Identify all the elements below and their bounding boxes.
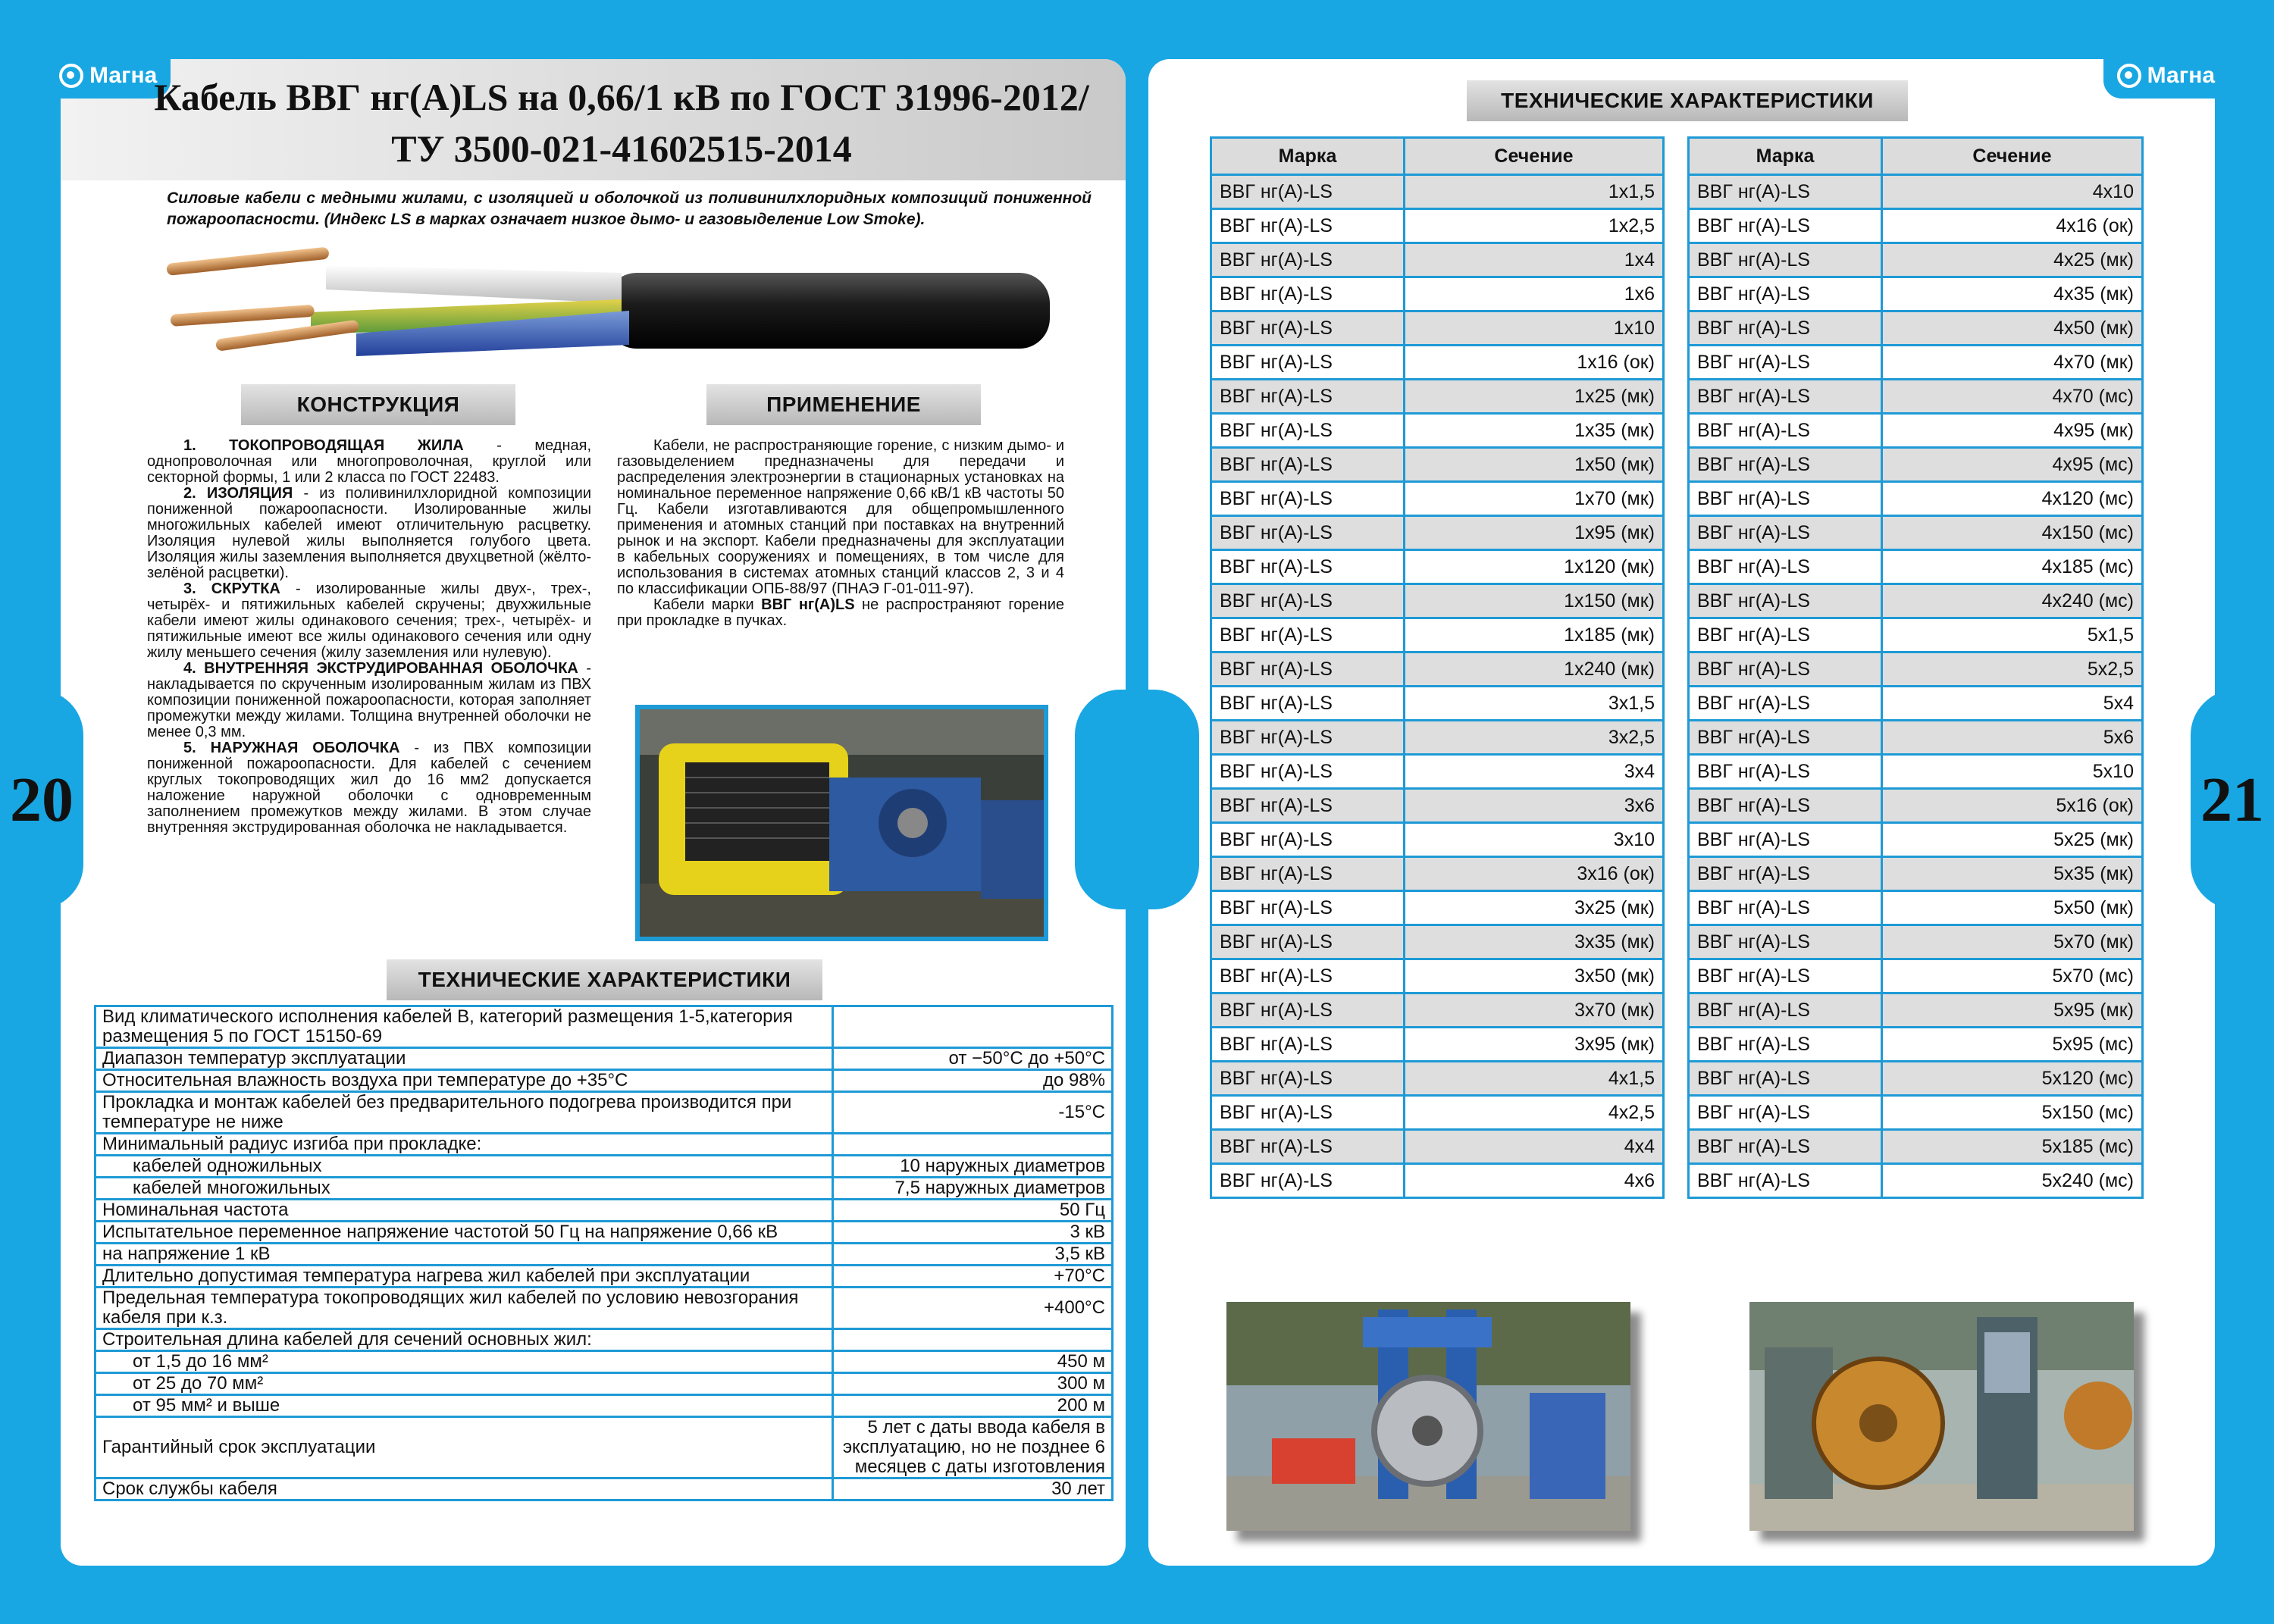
logo-text: Магна	[89, 63, 158, 88]
spec-parameter: от 95 мм² и выше	[96, 1395, 833, 1417]
table-row	[1689, 823, 2143, 857]
spec-value	[833, 1134, 1113, 1156]
table-row	[1689, 993, 2143, 1028]
table-row	[1211, 857, 1664, 891]
construction-item: 2. ИЗОЛЯЦИЯ - из поливинилхлоридной композиции пониженной пожароопасности. Изолированные жилы многожильных кабелей имеют отличительную расцветку. Изоляция нулевой жилы выполняется голубого цвета. Изоляция жилы заземления выполняется двухцветной (жёлто-зелёной расцветки).	[147, 485, 592, 581]
section-cell: 5x50 (мк)	[1882, 891, 2143, 925]
spec-row	[96, 1244, 1113, 1266]
mark-cell: ВВГ нг(А)-LS	[1211, 618, 1405, 652]
section-cell: 1x70 (мк)	[1405, 482, 1664, 516]
table-row	[1211, 1096, 1664, 1130]
table-row	[1211, 1130, 1664, 1164]
spec-value: 10 наружных диаметров	[833, 1156, 1113, 1178]
spec-parameter: от 25 до 70 мм²	[96, 1373, 833, 1395]
spec-row	[96, 1395, 1113, 1417]
table-row	[1211, 243, 1664, 277]
logo-icon	[2117, 64, 2141, 88]
section-cell: 3x70 (мк)	[1405, 993, 1664, 1028]
section-cell: 1x35 (мк)	[1405, 414, 1664, 448]
logo-icon	[59, 64, 83, 88]
spec-parameter: Длительно допустимая температура нагрева жил кабелей при эксплуатации	[96, 1266, 833, 1288]
spec-row	[96, 1478, 1113, 1500]
page-number-left: 20	[0, 690, 83, 909]
section-cell: 5x240 (мс)	[1882, 1164, 2143, 1198]
table-row	[1689, 243, 2143, 277]
table-row	[1211, 380, 1664, 414]
table-row	[1689, 414, 2143, 448]
table-row	[1689, 584, 2143, 618]
spec-value: -15°С	[833, 1092, 1113, 1134]
section-cell: 1x120 (мк)	[1405, 550, 1664, 584]
mark-cell: ВВГ нг(А)-LS	[1689, 277, 1882, 311]
section-cell: 4x150 (мс)	[1882, 516, 2143, 550]
mark-cell: ВВГ нг(А)-LS	[1211, 209, 1405, 243]
mark-cell: ВВГ нг(А)-LS	[1211, 755, 1405, 789]
mark-cell: ВВГ нг(А)-LS	[1211, 891, 1405, 925]
section-cell: 1x10	[1405, 311, 1664, 346]
section-cell: 1x2,5	[1405, 209, 1664, 243]
spec-row	[96, 1222, 1113, 1244]
section-cell: 4x10	[1882, 175, 2143, 209]
column-header-section: Сечение	[1405, 138, 1664, 175]
mark-cell: ВВГ нг(А)-LS	[1689, 209, 1882, 243]
mark-cell: ВВГ нг(А)-LS	[1689, 1164, 1882, 1198]
spec-parameter: Гарантийный срок эксплуатации	[96, 1417, 833, 1478]
mark-cell: ВВГ нг(А)-LS	[1689, 346, 1882, 380]
section-cell: 5x2,5	[1882, 652, 2143, 687]
mark-cell: ВВГ нг(А)-LS	[1689, 687, 1882, 721]
spec-parameter: Минимальный радиус изгиба при прокладке:	[96, 1134, 833, 1156]
construction-item: 5. НАРУЖНАЯ ОБОЛОЧКА - из ПВХ композиции пониженной пожароопасности. Для кабелей с сечением круглых токопроводящих жил до 16 мм2 допускается наложение наружной оболочки с одновременным заполнением промежутков между жилами. В этом случае внутренняя экструдированная оболочка не накладывается.	[147, 740, 592, 836]
table-row	[1211, 209, 1664, 243]
factory-image	[1749, 1302, 2134, 1531]
table-row	[1211, 618, 1664, 652]
table-row	[1689, 380, 2143, 414]
mark-cell: ВВГ нг(А)-LS	[1689, 414, 1882, 448]
table-row	[1211, 652, 1664, 687]
spec-value: 200 м	[833, 1395, 1113, 1417]
section-cell: 4x16 (ок)	[1882, 209, 2143, 243]
section-cell: 3x4	[1405, 755, 1664, 789]
mark-cell: ВВГ нг(А)-LS	[1211, 993, 1405, 1028]
construction-item: 1. ТОКОПРОВОДЯЩАЯ ЖИЛА - медная, однопроволочная или многопроволочная, круглой или секторной формы, 1 или 2 класса по ГОСТ 22483.	[147, 437, 592, 486]
mark-cell: ВВГ нг(А)-LS	[1211, 789, 1405, 823]
spec-value: +70°С	[833, 1266, 1113, 1288]
table-row	[1689, 618, 2143, 652]
mark-cell: ВВГ нг(А)-LS	[1689, 584, 1882, 618]
mark-cell: ВВГ нг(А)-LS	[1211, 346, 1405, 380]
mark-cell: ВВГ нг(А)-LS	[1689, 925, 1882, 959]
table-row	[1211, 550, 1664, 584]
tech-specs-table	[94, 1005, 1114, 1501]
mark-cell: ВВГ нг(А)-LS	[1689, 550, 1882, 584]
table-row	[1211, 175, 1664, 209]
section-cell: 1x185 (мк)	[1405, 618, 1664, 652]
spec-value: +400°С	[833, 1288, 1113, 1329]
table-row	[1689, 448, 2143, 482]
table-row	[1689, 1164, 2143, 1198]
mark-cell: ВВГ нг(А)-LS	[1211, 175, 1405, 209]
mark-cell: ВВГ нг(А)-LS	[1689, 311, 1882, 346]
cable-grades-table	[1210, 136, 1665, 1199]
cable-grades-table	[1687, 136, 2144, 1199]
application-heading: ПРИМЕНЕНИЕ	[706, 384, 981, 425]
section-cell: 1x4	[1405, 243, 1664, 277]
table-row	[1689, 687, 2143, 721]
spec-row	[96, 1048, 1113, 1070]
spec-value: от −50°С до +50°С	[833, 1048, 1113, 1070]
spec-row	[96, 1200, 1113, 1222]
spec-parameter: Строительная длина кабелей для сечений основных жил:	[96, 1329, 833, 1351]
spec-parameter: кабелей многожильных	[96, 1178, 833, 1200]
application-paragraph: Кабели марки ВВГ нг(А)LS не распространяют горение при прокладке в пучках.	[617, 596, 1064, 629]
section-cell: 3x35 (мк)	[1405, 925, 1664, 959]
table-row	[1211, 482, 1664, 516]
section-cell: 4x70 (мс)	[1882, 380, 2143, 414]
spec-parameter: Диапазон температур эксплуатации	[96, 1048, 833, 1070]
mark-cell: ВВГ нг(А)-LS	[1211, 721, 1405, 755]
section-cell: 5x185 (мс)	[1882, 1130, 2143, 1164]
construction-heading: КОНСТРУКЦИЯ	[241, 384, 515, 425]
section-cell: 1x16 (ок)	[1405, 346, 1664, 380]
table-row	[1689, 175, 2143, 209]
section-cell: 3x10	[1405, 823, 1664, 857]
section-cell: 1x95 (мк)	[1405, 516, 1664, 550]
table-row	[1689, 346, 2143, 380]
spec-value: 450 м	[833, 1351, 1113, 1373]
spec-parameter: Срок службы кабеля	[96, 1478, 833, 1500]
spec-value: 3,5 кВ	[833, 1244, 1113, 1266]
table-row	[1689, 652, 2143, 687]
mark-cell: ВВГ нг(А)-LS	[1211, 584, 1405, 618]
mark-cell: ВВГ нг(А)-LS	[1689, 618, 1882, 652]
table-row	[1211, 687, 1664, 721]
cable-illustration	[159, 243, 1061, 364]
table-row	[1211, 755, 1664, 789]
section-cell: 5x150 (мс)	[1882, 1096, 2143, 1130]
mark-cell: ВВГ нг(А)-LS	[1689, 755, 1882, 789]
table-row	[1211, 1062, 1664, 1096]
spec-row	[96, 1070, 1113, 1092]
mark-cell: ВВГ нг(А)-LS	[1211, 1164, 1405, 1198]
mark-cell: ВВГ нг(А)-LS	[1211, 857, 1405, 891]
section-cell: 3x2,5	[1405, 721, 1664, 755]
spec-value	[833, 1006, 1113, 1048]
spine-tab	[1075, 690, 1199, 909]
section-cell: 5x6	[1882, 721, 2143, 755]
spec-value: 3 кВ	[833, 1222, 1113, 1244]
section-cell: 5x70 (мк)	[1882, 925, 2143, 959]
section-cell: 1x240 (мк)	[1405, 652, 1664, 687]
section-cell: 3x95 (мк)	[1405, 1028, 1664, 1062]
table-row	[1689, 209, 2143, 243]
spec-row	[96, 1329, 1113, 1351]
spec-parameter: кабелей одножильных	[96, 1156, 833, 1178]
spec-value: 7,5 наружных диаметров	[833, 1178, 1113, 1200]
section-cell: 4x70 (мк)	[1882, 346, 2143, 380]
column-header-mark: Марка	[1689, 138, 1882, 175]
application-text	[617, 438, 1064, 629]
table-row	[1689, 755, 2143, 789]
factory-photo-2	[1749, 1302, 2134, 1531]
page-title: Кабель ВВГ нг(А)LS на 0,66/1 кВ по ГОСТ 31996-2012/ ТУ 3500-021-41602515-2014	[154, 76, 1089, 170]
table-row	[1211, 584, 1664, 618]
spec-value	[833, 1329, 1113, 1351]
table-row	[1211, 959, 1664, 993]
spec-row	[96, 1417, 1113, 1478]
section-cell: 4x35 (мк)	[1882, 277, 2143, 311]
spec-row	[96, 1134, 1113, 1156]
section-cell: 5x35 (мк)	[1882, 857, 2143, 891]
section-cell: 5x1,5	[1882, 618, 2143, 652]
table-row	[1689, 891, 2143, 925]
spec-parameter: Вид климатического исполнения кабелей В, категорий размещения 1-5,категория размещения 5 по ГОСТ 15150-69	[96, 1006, 833, 1048]
section-cell: 1x25 (мк)	[1405, 380, 1664, 414]
section-cell: 1x1,5	[1405, 175, 1664, 209]
mark-cell: ВВГ нг(А)-LS	[1211, 550, 1405, 584]
table-row	[1689, 721, 2143, 755]
table-row	[1689, 925, 2143, 959]
mark-cell: ВВГ нг(А)-LS	[1211, 1028, 1405, 1062]
table-row	[1211, 925, 1664, 959]
mark-cell: ВВГ нг(А)-LS	[1211, 1130, 1405, 1164]
section-cell: 4x95 (мк)	[1882, 414, 2143, 448]
mark-cell: ВВГ нг(А)-LS	[1211, 687, 1405, 721]
application-paragraph: Кабели, не распространяющие горение, с низким дымо- и газовыделением предназначены для передачи и распределения электроэнергии в стационарных установках на номинальное переменное напряжение 0,66 кВ/1 кВ частоты 50 Гц. Кабели изготавливаются для общепромышленного применения и атомных станций при поставках на внутренний рынок и на экспорт. Кабели предназначены для эксплуатации в кабельных сооружениях и помещениях, в том числе для использования в системах атомных станций классов 2, 3 и 4 по классификации ОПБ-88/97 (ПНАЭ Г-01-011-97).	[617, 437, 1064, 597]
production-photo	[635, 705, 1048, 941]
table-row	[1211, 311, 1664, 346]
mark-cell: ВВГ нг(А)-LS	[1211, 823, 1405, 857]
table-row	[1689, 857, 2143, 891]
spec-row	[96, 1351, 1113, 1373]
mark-cell: ВВГ нг(А)-LS	[1689, 993, 1882, 1028]
tech-specs-heading-right: ТЕХНИЧЕСКИЕ ХАРАКТЕРИСТИКИ	[1467, 80, 1908, 121]
construction-item: 4. ВНУТРЕННЯЯ ЭКСТРУДИРОВАННАЯ ОБОЛОЧКА - накладывается по скрученным изолированным жилам из ПВХ композиции пониженной пожароопасности, которая заполняет промежутки между жилами. Толщина внутренней оболочки не менее 0,3 мм.	[147, 660, 592, 740]
table-row	[1211, 993, 1664, 1028]
construction-item: 3. СКРУТКА - изолированные жилы двух-, трех-, четырёх- и пятижильных кабелей скручены; двухжильные кабели имеют жилы одинакового сечения; трех-, четырёх- и пятижильные имеют все жилы одинакового сечения или одну жилу меньшего сечения (жилу заземления или нулевую).	[147, 580, 591, 661]
section-cell: 3x6	[1405, 789, 1664, 823]
column-header-section: Сечение	[1882, 138, 2143, 175]
mark-cell: ВВГ нг(А)-LS	[1689, 959, 1882, 993]
section-cell: 5x10	[1882, 755, 2143, 789]
table-row	[1689, 550, 2143, 584]
section-cell: 5x120 (мс)	[1882, 1062, 2143, 1096]
table-row	[1211, 891, 1664, 925]
mark-cell: ВВГ нг(А)-LS	[1211, 959, 1405, 993]
construction-text	[147, 438, 591, 836]
table-row	[1211, 721, 1664, 755]
section-cell: 5x4	[1882, 687, 2143, 721]
mark-cell: ВВГ нг(А)-LS	[1689, 482, 1882, 516]
mark-cell: ВВГ нг(А)-LS	[1689, 823, 1882, 857]
table-row	[1211, 346, 1664, 380]
spec-parameter: Предельная температура токопроводящих жил кабелей по условию невозгорания кабеля при к.з.	[96, 1288, 833, 1329]
section-cell: 5x95 (мк)	[1882, 993, 2143, 1028]
factory-photo-1	[1226, 1302, 1630, 1531]
mark-cell: ВВГ нг(А)-LS	[1211, 1096, 1405, 1130]
spec-parameter: от 1,5 до 16 мм²	[96, 1351, 833, 1373]
section-cell: 3x1,5	[1405, 687, 1664, 721]
factory-image	[1226, 1302, 1630, 1531]
spec-value: 5 лет с даты ввода кабеля в эксплуатацию, но не позднее 6 месяцев с даты изготовления	[833, 1417, 1113, 1478]
table-row	[1689, 277, 2143, 311]
section-cell: 4x1,5	[1405, 1062, 1664, 1096]
spec-parameter: Относительная влажность воздуха при температуре до +35°С	[96, 1070, 833, 1092]
mark-cell: ВВГ нг(А)-LS	[1211, 311, 1405, 346]
spec-row	[96, 1156, 1113, 1178]
mark-cell: ВВГ нг(А)-LS	[1689, 652, 1882, 687]
tech-specs-heading: ТЕХНИЧЕСКИЕ ХАРАКТЕРИСТИКИ	[387, 959, 822, 1000]
mark-cell: ВВГ нг(А)-LS	[1689, 891, 1882, 925]
table-row	[1211, 1028, 1664, 1062]
table-row	[1211, 448, 1664, 482]
section-cell: 5x70 (мс)	[1882, 959, 2143, 993]
section-cell: 4x25 (мк)	[1882, 243, 2143, 277]
section-cell: 4x95 (мс)	[1882, 448, 2143, 482]
table-row	[1211, 277, 1664, 311]
mark-cell: ВВГ нг(А)-LS	[1211, 482, 1405, 516]
table-row	[1689, 1062, 2143, 1096]
section-cell: 5x16 (ок)	[1882, 789, 2143, 823]
mark-cell: ВВГ нг(А)-LS	[1689, 789, 1882, 823]
page-number-right: 21	[2191, 690, 2274, 909]
mark-cell: ВВГ нг(А)-LS	[1689, 448, 1882, 482]
table-row	[1211, 789, 1664, 823]
logo-text: Магна	[2147, 63, 2215, 88]
table-row	[1211, 516, 1664, 550]
machine-image	[640, 709, 1044, 937]
mark-cell: ВВГ нг(А)-LS	[1211, 1062, 1405, 1096]
mark-cell: ВВГ нг(А)-LS	[1689, 721, 1882, 755]
section-cell: 4x50 (мк)	[1882, 311, 2143, 346]
column-header-mark: Марка	[1211, 138, 1405, 175]
section-cell: 4x4	[1405, 1130, 1664, 1164]
table-row	[1689, 516, 2143, 550]
table-row	[1211, 1164, 1664, 1198]
section-cell: 3x16 (ок)	[1405, 857, 1664, 891]
section-cell: 3x50 (мк)	[1405, 959, 1664, 993]
table-row	[1689, 1096, 2143, 1130]
spec-parameter: Прокладка и монтаж кабелей без предварительного подогрева производится при температуре не ниже	[96, 1092, 833, 1134]
section-cell: 1x6	[1405, 277, 1664, 311]
spec-value: до 98%	[833, 1070, 1113, 1092]
mark-cell: ВВГ нг(А)-LS	[1211, 277, 1405, 311]
spec-value: 30 лет	[833, 1478, 1113, 1500]
mark-cell: ВВГ нг(А)-LS	[1689, 380, 1882, 414]
spec-parameter: Испытательное переменное напряжение частотой 50 Гц на напряжение 0,66 кВ	[96, 1222, 833, 1244]
mark-cell: ВВГ нг(А)-LS	[1689, 516, 1882, 550]
section-cell: 4x240 (мс)	[1882, 584, 2143, 618]
mark-cell: ВВГ нг(А)-LS	[1689, 1096, 1882, 1130]
spec-parameter: на напряжение 1 кВ	[96, 1244, 833, 1266]
mark-cell: ВВГ нг(А)-LS	[1689, 243, 1882, 277]
spec-row	[96, 1178, 1113, 1200]
section-cell: 4x6	[1405, 1164, 1664, 1198]
spec-row	[96, 1266, 1113, 1288]
mark-cell: ВВГ нг(А)-LS	[1689, 1062, 1882, 1096]
table-row	[1211, 414, 1664, 448]
spec-value: 50 Гц	[833, 1200, 1113, 1222]
spec-value: 300 м	[833, 1373, 1113, 1395]
mark-cell: ВВГ нг(А)-LS	[1211, 380, 1405, 414]
section-cell: 3x25 (мк)	[1405, 891, 1664, 925]
section-cell: 1x150 (мк)	[1405, 584, 1664, 618]
mark-cell: ВВГ нг(А)-LS	[1211, 414, 1405, 448]
spec-row	[96, 1288, 1113, 1329]
section-cell: 5x95 (мс)	[1882, 1028, 2143, 1062]
mark-cell: ВВГ нг(А)-LS	[1689, 1028, 1882, 1062]
mark-cell: ВВГ нг(А)-LS	[1689, 175, 1882, 209]
brand-logo-right	[2103, 53, 2229, 99]
section-cell: 4x2,5	[1405, 1096, 1664, 1130]
table-row	[1689, 1028, 2143, 1062]
subtitle: Силовые кабели с медными жилами, с изоляцией и оболочкой из поливинилхлоридных композиций пониженной пожароопасности. (Индекс LS в марках означает низкое дымо- и газовыделение Low Smoke).	[167, 189, 1092, 228]
table-row	[1689, 789, 2143, 823]
section-cell: 5x25 (мк)	[1882, 823, 2143, 857]
mark-cell: ВВГ нг(А)-LS	[1211, 516, 1405, 550]
table-row	[1689, 959, 2143, 993]
spec-parameter: Номинальная частота	[96, 1200, 833, 1222]
mark-cell: ВВГ нг(А)-LS	[1689, 857, 1882, 891]
mark-cell: ВВГ нг(А)-LS	[1211, 652, 1405, 687]
mark-cell: ВВГ нг(А)-LS	[1211, 448, 1405, 482]
table-row	[1689, 311, 2143, 346]
section-cell: 4x185 (мс)	[1882, 550, 2143, 584]
mark-cell: ВВГ нг(А)-LS	[1211, 243, 1405, 277]
spec-row	[96, 1373, 1113, 1395]
mark-cell: ВВГ нг(А)-LS	[1211, 925, 1405, 959]
table-row	[1211, 823, 1664, 857]
spec-row	[96, 1006, 1113, 1048]
spec-row	[96, 1092, 1113, 1134]
mark-cell: ВВГ нг(А)-LS	[1689, 1130, 1882, 1164]
section-cell: 4x120 (мс)	[1882, 482, 2143, 516]
section-cell: 1x50 (мк)	[1405, 448, 1664, 482]
table-row	[1689, 1130, 2143, 1164]
table-row	[1689, 482, 2143, 516]
